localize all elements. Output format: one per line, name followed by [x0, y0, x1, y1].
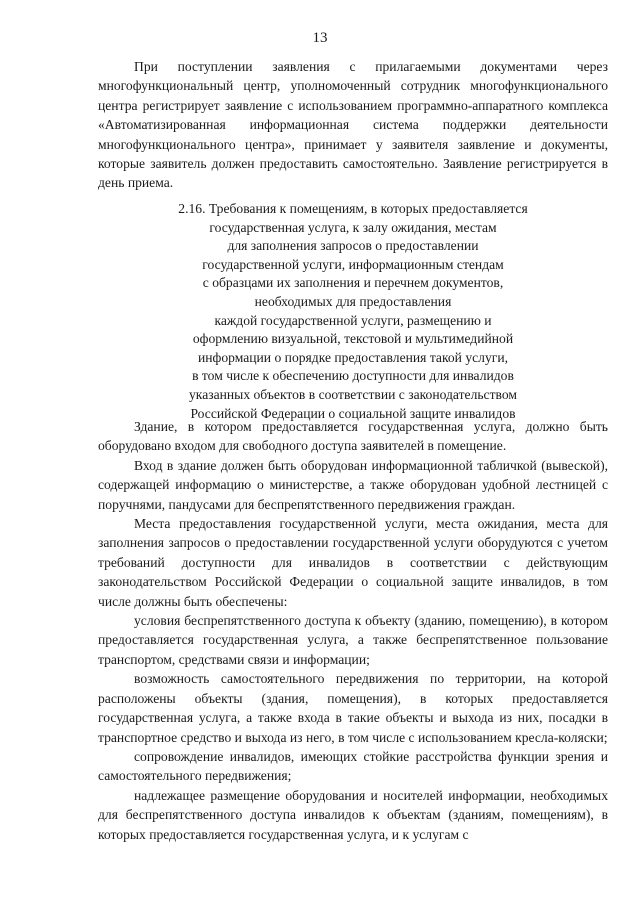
- heading-line: указанных объектов в соответствии с законодательством: [189, 386, 517, 402]
- heading-line: государственной услуги, информационным стендам: [202, 256, 504, 272]
- heading-line: Российской Федерации о социальной защите инвалидов: [190, 405, 516, 421]
- section-heading: [98, 200, 608, 423]
- body-section: [98, 417, 608, 844]
- heading-line: государственная услуга, к залу ожидания, местам: [209, 219, 497, 235]
- page-number: 13: [312, 30, 328, 46]
- intro-section: [98, 57, 608, 193]
- heading-line: 2.16. Требования к помещениям, в которых предоставляется: [178, 201, 528, 216]
- body-paragraph: условия беспрепятственного доступа к объекту (зданию, помещению), в котором предоставляется государственная услуга, а также беспрепятственное пользование транспортом, средствами связи и информации;: [98, 613, 608, 667]
- heading-line: информации о порядке предоставления такой услуги,: [197, 349, 509, 365]
- body-paragraph: сопровождение инвалидов, имеющих стойкие расстройства функции зрения и самостоятельного передвижения;: [98, 748, 608, 784]
- intro-paragraph: При поступлении заявления с прилагаемыми документами через многофункциональный центр, уполномоченный сотрудник многофункционального центра регистрирует заявление с использованием программно-аппаратного комплекса «Автоматизированная информационная система поддержки деятельности многофункционального центра», принимает у заявителя заявление и документы, которые заявитель должен предоставить самостоятельно. Заявление регистрируется в день приема.: [98, 59, 608, 191]
- heading-line: для заполнения запросов о предоставлении: [227, 238, 479, 254]
- heading-line: каждой государственной услуги, размещению и: [214, 312, 492, 328]
- heading-line: оформлению визуальной, текстовой и мультимедийной: [192, 331, 514, 347]
- body-paragraph: Вход в здание должен быть оборудован информационной табличкой (вывеской), содержащей информацию о министерстве, а также оборудован удобной лестницей с поручнями, пандусами для беспрепятственного передвижения граждан.: [98, 457, 608, 512]
- body-paragraph: Места предоставления государственной услуги, места ожидания, места для заполнения запросов о предоставлении государственной услуги оборудуются с учетом требований доступности для инвалидов в соответствии с действующим законодательством Российской Федерации о социальной защите инвалидов, в том числе должны быть обеспечены:: [98, 516, 608, 609]
- body-paragraph: надлежащее размещение оборудования и носителей информации, необходимых для беспрепятственного доступа инвалидов к объектам (зданиям, помещениям), в которых предоставляется государственная услуга, и к услугам с: [98, 787, 608, 842]
- heading-line: в том числе к обеспечению доступности для инвалидов: [192, 368, 514, 384]
- heading-line: необходимых для предоставления: [254, 293, 452, 309]
- body-paragraph: возможность самостоятельного передвижения по территории, на которой расположены объекты (здания, помещения), в которых предоставляется государственная услуга, а также входа в такие объекты и выхода из них, посадки в транспортное средство и выхода из него, в том числе с использованием кресла-коляски;: [98, 671, 608, 745]
- heading-line: с образцами их заполнения и перечнем документов,: [202, 275, 504, 291]
- body-paragraph: Здание, в котором предоставляется государственная услуга, должно быть оборудовано входом для свободного доступа заявителей в помещение.: [98, 419, 608, 454]
